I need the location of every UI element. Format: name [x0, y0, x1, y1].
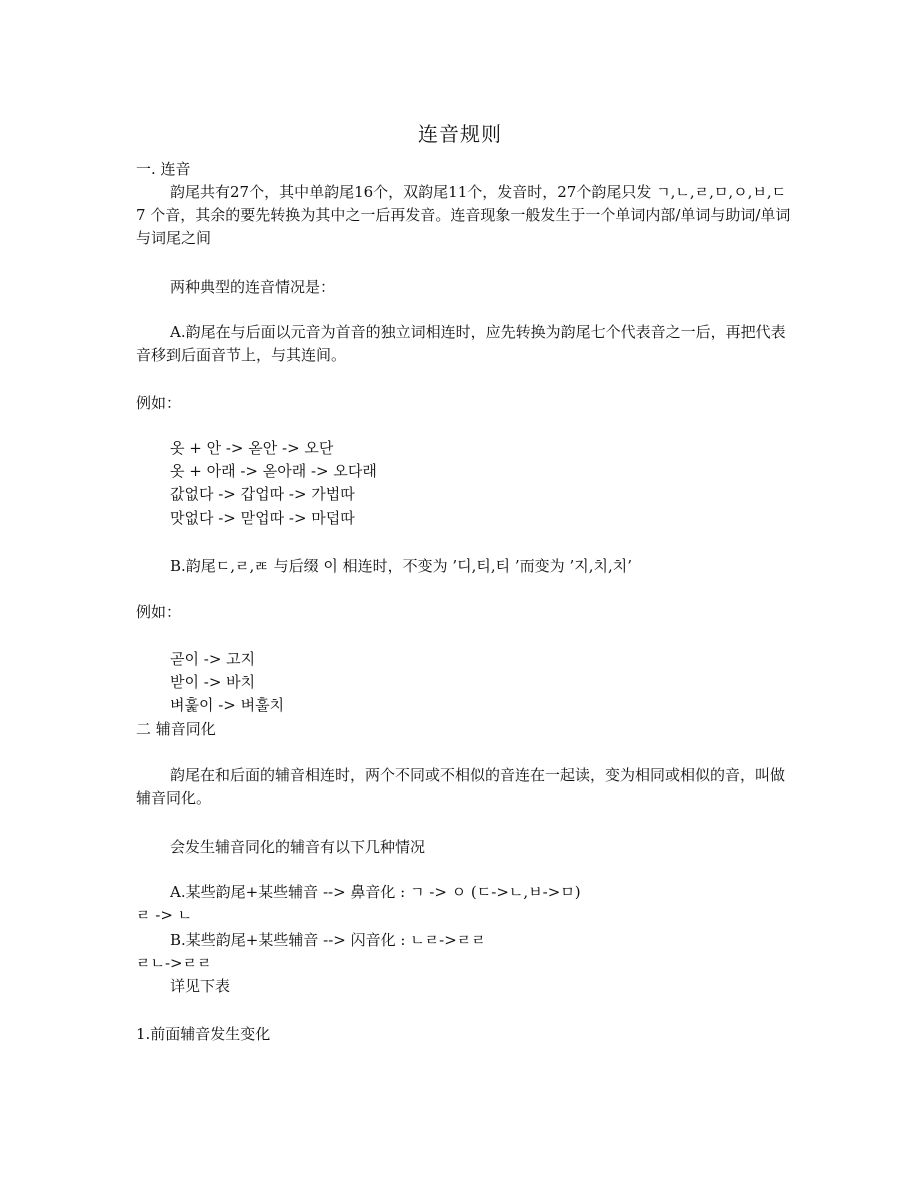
- example-b-2: 받이 -> 바치: [170, 673, 256, 691]
- section-2-heading: 二 辅音同化: [136, 720, 216, 738]
- example-label-2: 例如：: [136, 603, 182, 621]
- section-1-heading: 一. 连音: [136, 160, 191, 178]
- example-a-4: 맛없다 -> 맏업따 -> 마덥따: [170, 509, 355, 527]
- example-a-3: 값없다 -> 갑업따 -> 가법따: [170, 485, 355, 503]
- subsection-1-heading: 1.前面辅音发生变化: [136, 1025, 271, 1043]
- rule-a-paragraph: A.韵尾在与后面以元音为首音的独立词相连时，应先转换为韵尾七个代表音之一后，再把代表音移到后面音节上，与其连间。: [136, 323, 786, 364]
- rule-b-paragraph: B.韵尾ㄷ,ㄹ,ㄾ 与后缀 이 相连时，不变为 ’디,티,티 ’而变为 ’지,치,치’: [170, 557, 632, 575]
- case-a-continuation: ㄹ -> ㄴ: [136, 906, 193, 924]
- typical-cases-label: 两种典型的连音情况是：: [170, 278, 336, 296]
- section-2-intro: 韵尾在和后面的辅音相连时，两个不同或不相似的音连在一起读，变为相同或相似的音，叫做辅音同化。: [136, 766, 786, 807]
- example-label-1: 例如：: [136, 394, 182, 412]
- see-table-note: 详见下表: [170, 977, 231, 995]
- page-title: 连音规则: [418, 122, 502, 146]
- case-a-line: A.某些韵尾+某些辅音 --> 鼻音化 : ㄱ -> ㅇ (ㄷ->ㄴ,ㅂ->ㅁ): [170, 883, 581, 901]
- case-b-line: B.某些韵尾+某些辅音 --> 闪音化 : ㄴㄹ->ㄹㄹ: [170, 931, 486, 949]
- example-b-1: 곧이 -> 고지: [170, 650, 256, 668]
- assimilation-cases-label: 会发生辅音同化的辅音有以下几种情况: [170, 838, 426, 856]
- example-a-1: 옷 + 안 -> 옫안 -> 오단: [170, 439, 334, 457]
- example-b-3: 벼훑이 -> 벼훌치: [170, 696, 285, 714]
- section-1-intro: 韵尾共有27个，其中单韵尾16个，双韵尾11个，发音时，27个韵尾只发 ㄱ,ㄴ,ㄹ,ㅁ,ㅇ,ㅂ,ㄷ 7 个音，其余的要先转换为其中之一后再发音。连音现象一般发生于一个单词内部/单词与助词/单词与词尾之间: [136, 183, 791, 247]
- case-b-continuation: ㄹㄴ->ㄹㄹ: [136, 954, 212, 972]
- example-a-2: 옷 + 아래 -> 옫아래 -> 오다래: [170, 462, 377, 480]
